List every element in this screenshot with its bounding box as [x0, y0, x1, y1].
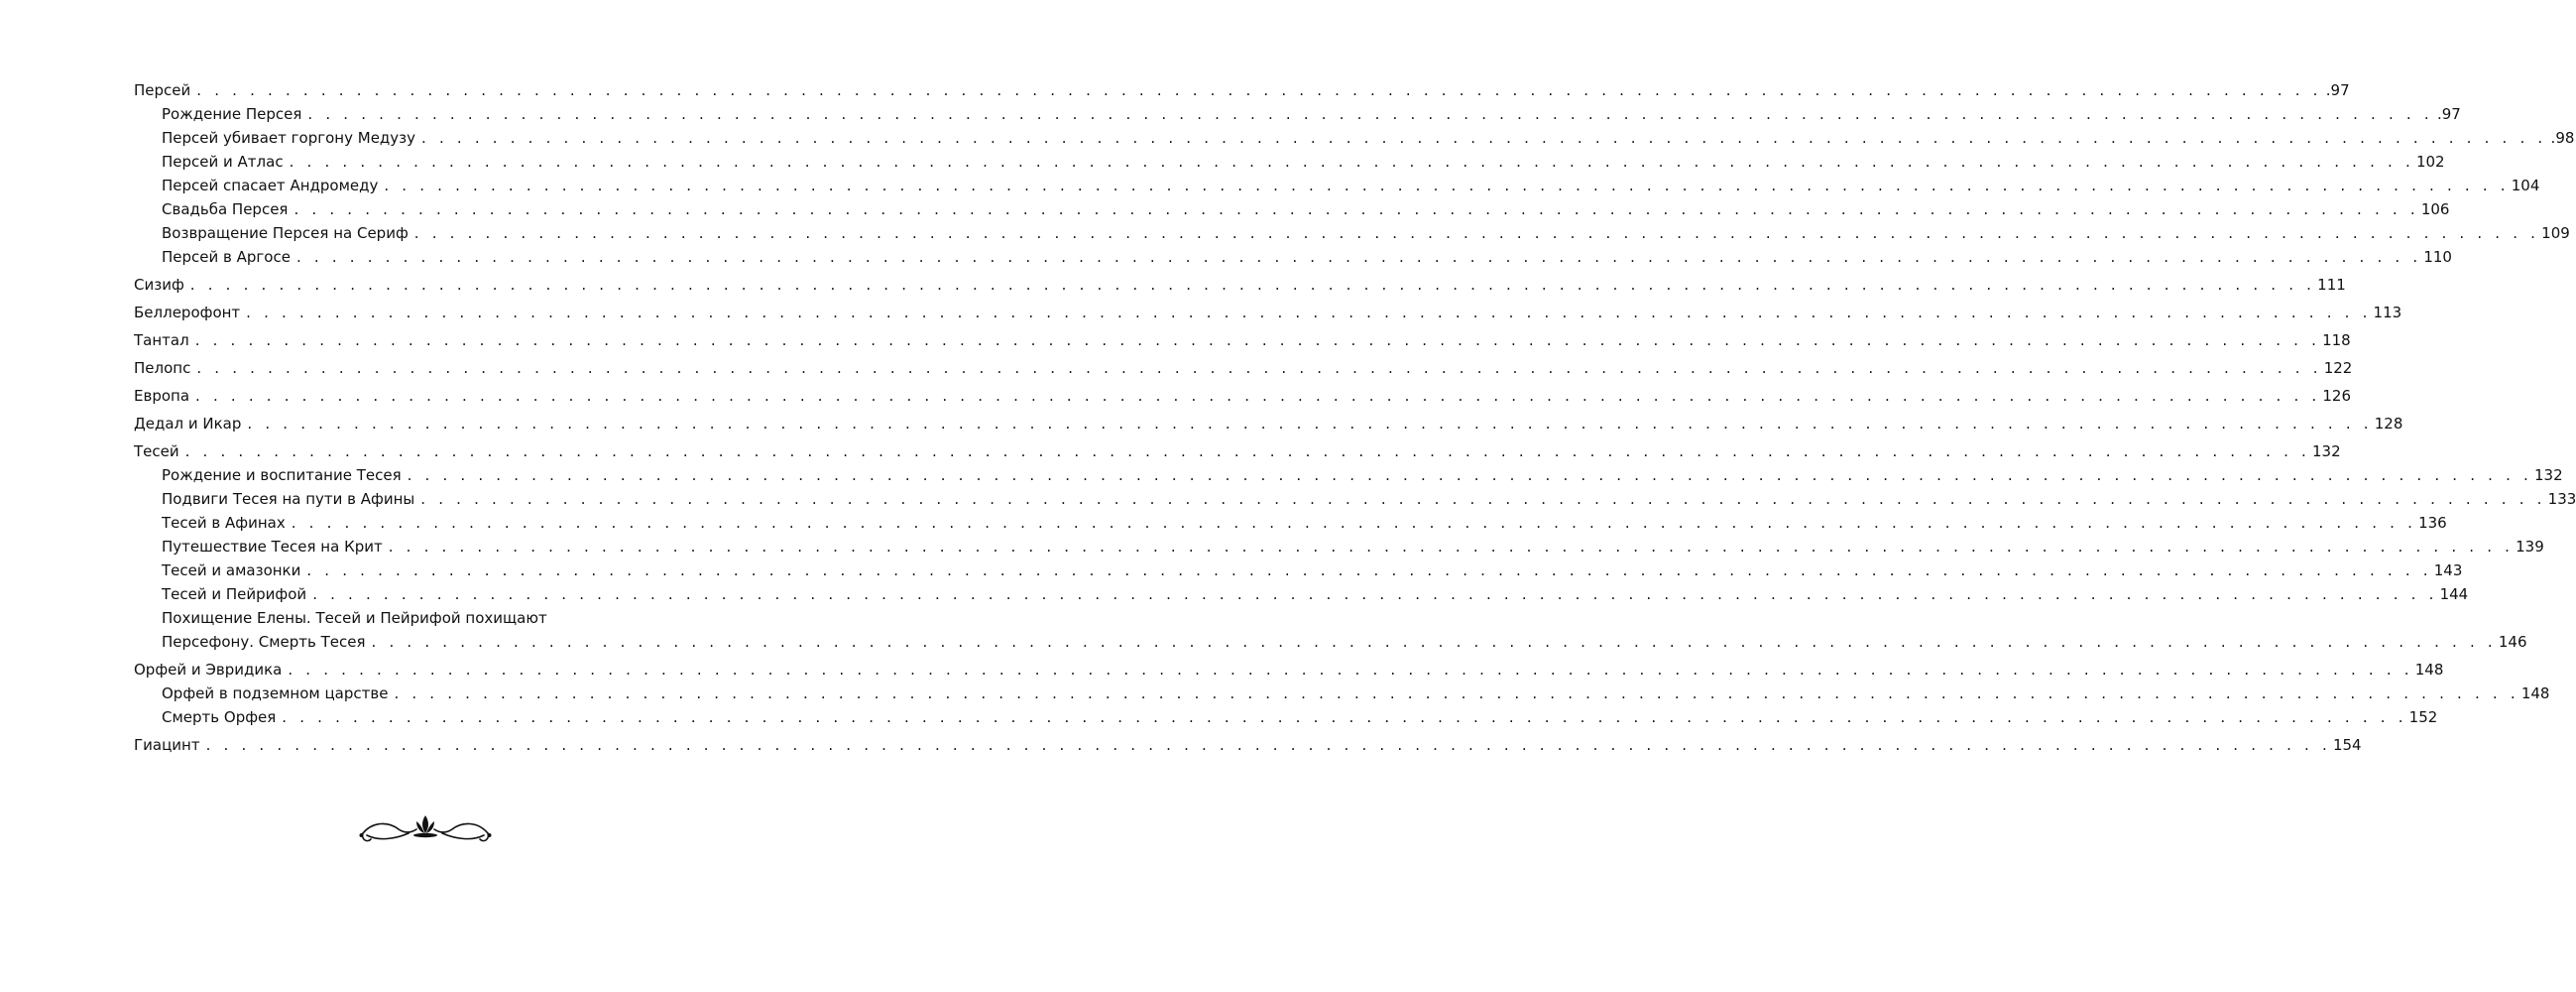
toc-entry-title: Пелопс	[134, 359, 191, 377]
dot-leader: . . . . . . . . . . . . . . . . . . . . . . . . . . . . . . . . . . . . . . . . . . . . . . . . . . . . . . . . . . . . . . . . . . . . . . . . . . . . . . . . . . . . . . . . . . . . . . . . . . . . . . . . . . . . . . . . . . . . . . . .	[289, 153, 2414, 171]
toc-entry-title: Тесей	[134, 442, 179, 460]
toc-entry-title: Орфей и Эвридика	[134, 661, 283, 679]
page-number: 152	[2408, 708, 2438, 726]
toc-subentry[interactable]	[134, 511, 2447, 535]
toc-entry-title: Дедал и Икар	[134, 415, 242, 433]
dot-leader: . . . . . . . . . . . . . . . . . . . . . . . . . . . . . . . . . . . . . . . . . . . . . . . . . . . . . . . . . . . . . . . . . . . . . . . . . . . . . . . . . . . . . . . . . . . . . . . . . . . . . . . . . . . . . . . . . . . . . . . .	[312, 585, 2438, 603]
toc-entry-title: Рождение Персея	[162, 105, 302, 123]
dot-leader: . . . . . . . . . . . . . . . . . . . . . . . . . . . . . . . . . . . . . . . . . . . . . . . . . . . . . . . . . . . . . . . . . . . . . . . . . . . . . . . . . . . . . . . . . . . . . . . . . . . . . . . . . . . . . . . . . . . . . . . .	[388, 538, 2515, 556]
page-number: .98	[2550, 129, 2575, 147]
vignette-ornament-icon	[359, 811, 492, 845]
toc-entry[interactable]	[134, 658, 2444, 682]
toc-entry-title: Сизиф	[134, 276, 184, 294]
toc-entry[interactable]	[134, 273, 2346, 297]
toc-subentry[interactable]	[134, 150, 2445, 174]
page-number: .97	[2436, 105, 2461, 123]
dot-leader: . . . . . . . . . . . . . . . . . . . . . . . . . . . . . . . . . . . . . . . . . . . . . . . . . . . . . . . . . . . . . . . . . . . . . . . . . . . . . . . . . . . . . . . . . . . . . . . . . . . . . . . . . . . . . . . . . . . . . . . .	[189, 276, 2316, 294]
dot-leader: . . . . . . . . . . . . . . . . . . . . . . . . . . . . . . . . . . . . . . . . . . . . . . . . . . . . . . . . . . . . . . . . . . . . . . . . . . . . . . . . . . . . . . . . . . . . . . . . . . . . . . . . . . . . . . . . . . . . . . . .	[306, 561, 2432, 579]
page-number: 148	[2414, 661, 2444, 679]
toc-entry-title: Беллерофонт	[134, 304, 241, 321]
page-number: 110	[2423, 248, 2452, 266]
toc-entry-title: Смерть Орфея	[162, 708, 277, 726]
toc-entry-title: Рождение и воспитание Тесея	[162, 466, 402, 484]
toc-entry-title: Орфей в подземном царстве	[162, 684, 389, 702]
page-number: 126	[2322, 387, 2352, 405]
page-number: 154	[2332, 736, 2362, 754]
toc-subentry[interactable]	[134, 102, 2461, 126]
toc-subentry[interactable]	[134, 682, 2550, 705]
dot-leader: . . . . . . . . . . . . . . . . . . . . . . . . . . . . . . . . . . . . . . . . . . . . . . . . . . . . . . . . . . . . . . . . . . . . . . . . . . . . . . . . . . . . . . . . . . . . . . . . . . . . . . . . . . . . . . . . . . . . . . . .	[421, 129, 2547, 147]
page-number: 143	[2433, 561, 2463, 579]
toc-subentry[interactable]	[134, 582, 2469, 606]
toc-entry-title: Европа	[134, 387, 190, 405]
dot-leader: . . . . . . . . . . . . . . . . . . . . . . . . . . . . . . . . . . . . . . . . . . . . . . . . . . . . . . . . . . . . . . . . . . . . . . . . . . . . . . . . . . . . . . . . . . . . . . . . . . . . . . . . . . . . . . . . . . . . . . . .	[384, 177, 2510, 194]
dot-leader: . . . . . . . . . . . . . . . . . . . . . . . . . . . . . . . . . . . . . . . . . . . . . . . . . . . . . . . . . . . . . . . . . . . . . . . . . . . . . . . . . . . . . . . . . . . . . . . . . . . . . . . . . . . . . . . . . . . . . . . .	[420, 490, 2546, 508]
toc-entry-title: Тесей и амазонки	[162, 561, 301, 579]
dot-leader: . . . . . . . . . . . . . . . . . . . . . . . . . . . . . . . . . . . . . . . . . . . . . . . . . . . . . . . . . . . . . . . . . . . . . . . . . . . . . . . . . . . . . . . . . . . . . . . . . . . . . . . . . . . . . . . . . . . . . . . .	[295, 248, 2422, 266]
toc-subentry[interactable]	[134, 197, 2450, 221]
page-number: 122	[2323, 359, 2353, 377]
page-number: 104	[2511, 177, 2540, 194]
dot-leader: . . . . . . . . . . . . . . . . . . . . . . . . . . . . . . . . . . . . . . . . . . . . . . . . . . . . . . . . . . . . . . . . . . . . . . . . . . . . . . . . . . . . . . . . . . . . . . . . . . . . . . . . . . . . . . . . . . . . . . . .	[205, 736, 2331, 754]
toc-entry-title: Путешествие Тесея на Крит	[162, 538, 383, 556]
page-number: 146	[2498, 633, 2527, 651]
dot-leader: . . . . . . . . . . . . . . . . . . . . . . . . . . . . . . . . . . . . . . . . . . . . . . . . . . . . . . . . . . . . . . . . . . . . . . . . . . . . . . . . . . . . . . . . . . . . . . . . . . . . . . . . . . . . . . . . . . . . . . . .	[184, 442, 2310, 460]
toc-entry-title: Подвиги Тесея на пути в Афины	[162, 490, 415, 508]
page-number: 144	[2439, 585, 2469, 603]
toc-subentry[interactable]	[134, 705, 2438, 729]
dot-leader: . . . . . . . . . . . . . . . . . . . . . . . . . . . . . . . . . . . . . . . . . . . . . . . . . . . . . . . . . . . . . . . . . . . . . . . . . . . . . . . . . . . . . . . . . . . . . . . . . . . . . . . . . . . . . . . . . . . . . . . .	[407, 466, 2532, 484]
toc-entry-title: Персефону. Смерть Тесея	[162, 633, 366, 651]
page-number: 132	[2312, 442, 2341, 460]
toc-entry-title: Персей убивает горгону Медузу	[162, 129, 416, 147]
toc-subentry[interactable]	[134, 221, 2570, 245]
dot-leader: . . . . . . . . . . . . . . . . . . . . . . . . . . . . . . . . . . . . . . . . . . . . . . . . . . . . . . . . . . . . . . . . . . . . . . . . . . . . . . . . . . . . . . . . . . . . . . . . . . . . . . . . . . . . . . . . . . . . . . . .	[413, 224, 2540, 242]
toc-entry-title: Свадьба Персея	[162, 200, 289, 218]
dot-leader: . . . . . . . . . . . . . . . . . . . . . . . . . . . . . . . . . . . . . . . . . . . . . . . . . . . . . . . . . . . . . . . . . . . . . . . . . . . . . . . . . . . . . . . . . . . . . . . . . . . . . . . . . . . . . . . . . . . . . . . .	[371, 633, 2497, 651]
page-number: 106	[2420, 200, 2450, 218]
page-number: 133	[2547, 490, 2576, 508]
toc-subentry[interactable]	[134, 558, 2463, 582]
toc-entry-title: Похищение Елены. Тесей и Пейрифой похищают	[162, 609, 547, 627]
toc-entry[interactable]	[134, 301, 2402, 324]
toc-subentry[interactable]	[134, 630, 2527, 654]
table-of-contents	[134, 78, 2576, 757]
toc-subentry[interactable]	[134, 487, 2576, 511]
toc-subentry[interactable]	[134, 174, 2540, 197]
dot-leader: . . . . . . . . . . . . . . . . . . . . . . . . . . . . . . . . . . . . . . . . . . . . . . . . . . . . . . . . . . . . . . . . . . . . . . . . . . . . . . . . . . . . . . . . . . . . . . . . . . . . . . . . . . . . . . . . . . . . . . . .	[291, 514, 2417, 532]
toc-entry[interactable]	[134, 328, 2351, 352]
dot-leader: . . . . . . . . . . . . . . . . . . . . . . . . . . . . . . . . . . . . . . . . . . . . . . . . . . . . . . . . . . . . . . . . . . . . . . . . . . . . . . . . . . . . . . . . . . . . . . . . . . . . . . . . . . . . . . . . . . . . . . . .	[288, 661, 2413, 679]
toc-subentry[interactable]	[134, 126, 2575, 150]
page-number: 139	[2516, 538, 2544, 556]
dot-leader: . . . . . . . . . . . . . . . . . . . . . . . . . . . . . . . . . . . . . . . . . . . . . . . . . . . . . . . . . . . . . . . . . . . . . . . . . . . . . . . . . . . . . . . . . . . . . . . . . . . . . . . . . . . . . . . . . . . . . . . .	[293, 200, 2419, 218]
page-number: 128	[2374, 415, 2403, 433]
dot-leader: . . . . . . . . . . . . . . . . . . . . . . . . . . . . . . . . . . . . . . . . . . . . . . . . . . . . . . . . . . . . . . . . . . . . . . . . . . . . . . . . . . . . . . . . . . . . . . . . . . . . . . . . . . . . . . . . . . . . . . . .	[246, 304, 2372, 321]
toc-entry[interactable]	[134, 356, 2353, 380]
toc-entry-title: Тесей и Пейрифой	[162, 585, 307, 603]
page-number: 148	[2520, 684, 2550, 702]
toc-subentry[interactable]	[134, 245, 2452, 269]
toc-entry-title: Персей спасает Андромеду	[162, 177, 379, 194]
page-number: .97	[2325, 81, 2350, 99]
toc-entry[interactable]	[134, 733, 2362, 757]
toc-entry[interactable]	[134, 412, 2403, 435]
page-number: 132	[2533, 466, 2563, 484]
dot-leader: . . . . . . . . . . . . . . . . . . . . . . . . . . . . . . . . . . . . . . . . . . . . . . . . . . . . . . . . . . . . . . . . . . . . . . . . . . . . . . . . . . . . . . . . . . . . . . . . . . . . . . . . . . . . . . . . . . . . . . . .	[196, 81, 2322, 99]
page-number: 118	[2322, 331, 2351, 349]
toc-subentry[interactable]	[134, 535, 2544, 558]
dot-leader: . . . . . . . . . . . . . . . . . . . . . . . . . . . . . . . . . . . . . . . . . . . . . . . . . . . . . . . . . . . . . . . . . . . . . . . . . . . . . . . . . . . . . . . . . . . . . . . . . . . . . . . . . . . . . . . . . . . . . . . .	[196, 359, 2322, 377]
toc-entry-title: Персей	[134, 81, 191, 99]
dot-leader: . . . . . . . . . . . . . . . . . . . . . . . . . . . . . . . . . . . . . . . . . . . . . . . . . . . . . . . . . . . . . . . . . . . . . . . . . . . . . . . . . . . . . . . . . . . . . . . . . . . . . . . . . . . . . . . . . . . . . . . .	[247, 415, 2373, 433]
page-number: 109	[2541, 224, 2570, 242]
page-number: 113	[2373, 304, 2402, 321]
toc-entry-title: Возвращение Персея на Сериф	[162, 224, 409, 242]
dot-leader: . . . . . . . . . . . . . . . . . . . . . . . . . . . . . . . . . . . . . . . . . . . . . . . . . . . . . . . . . . . . . . . . . . . . . . . . . . . . . . . . . . . . . . . . . . . . . . . . . . . . . . . . . . . . . . . . . . . . . . . .	[307, 105, 2433, 123]
toc-entry-title: Гиацинт	[134, 736, 200, 754]
toc-entry[interactable]	[134, 384, 2352, 408]
toc-entry-title: Тесей в Афинах	[162, 514, 286, 532]
dot-leader: . . . . . . . . . . . . . . . . . . . . . . . . . . . . . . . . . . . . . . . . . . . . . . . . . . . . . . . . . . . . . . . . . . . . . . . . . . . . . . . . . . . . . . . . . . . . . . . . . . . . . . . . . . . . . . . . . . . . . . . .	[282, 708, 2407, 726]
page-number: 111	[2317, 276, 2346, 294]
page-number: 136	[2418, 514, 2447, 532]
toc-subentry[interactable]	[134, 463, 2563, 487]
toc-entry-title: Персей в Аргосе	[162, 248, 291, 266]
dot-leader: . . . . . . . . . . . . . . . . . . . . . . . . . . . . . . . . . . . . . . . . . . . . . . . . . . . . . . . . . . . . . . . . . . . . . . . . . . . . . . . . . . . . . . . . . . . . . . . . . . . . . . . . . . . . . . . . . . . . . . . .	[194, 331, 2321, 349]
toc-entry[interactable]	[134, 78, 2350, 102]
dot-leader: . . . . . . . . . . . . . . . . . . . . . . . . . . . . . . . . . . . . . . . . . . . . . . . . . . . . . . . . . . . . . . . . . . . . . . . . . . . . . . . . . . . . . . . . . . . . . . . . . . . . . . . . . . . . . . . . . . . . . . . .	[195, 387, 2321, 405]
toc-entry-title: Тантал	[134, 331, 189, 349]
toc-entry-title: Персей и Атлас	[162, 153, 284, 171]
toc-entry[interactable]	[134, 439, 2341, 463]
dot-leader: . . . . . . . . . . . . . . . . . . . . . . . . . . . . . . . . . . . . . . . . . . . . . . . . . . . . . . . . . . . . . . . . . . . . . . . . . . . . . . . . . . . . . . . . . . . . . . . . . . . . . . . . . . . . . . . . . . . . . . . .	[394, 684, 2519, 702]
page-number: 102	[2415, 153, 2445, 171]
